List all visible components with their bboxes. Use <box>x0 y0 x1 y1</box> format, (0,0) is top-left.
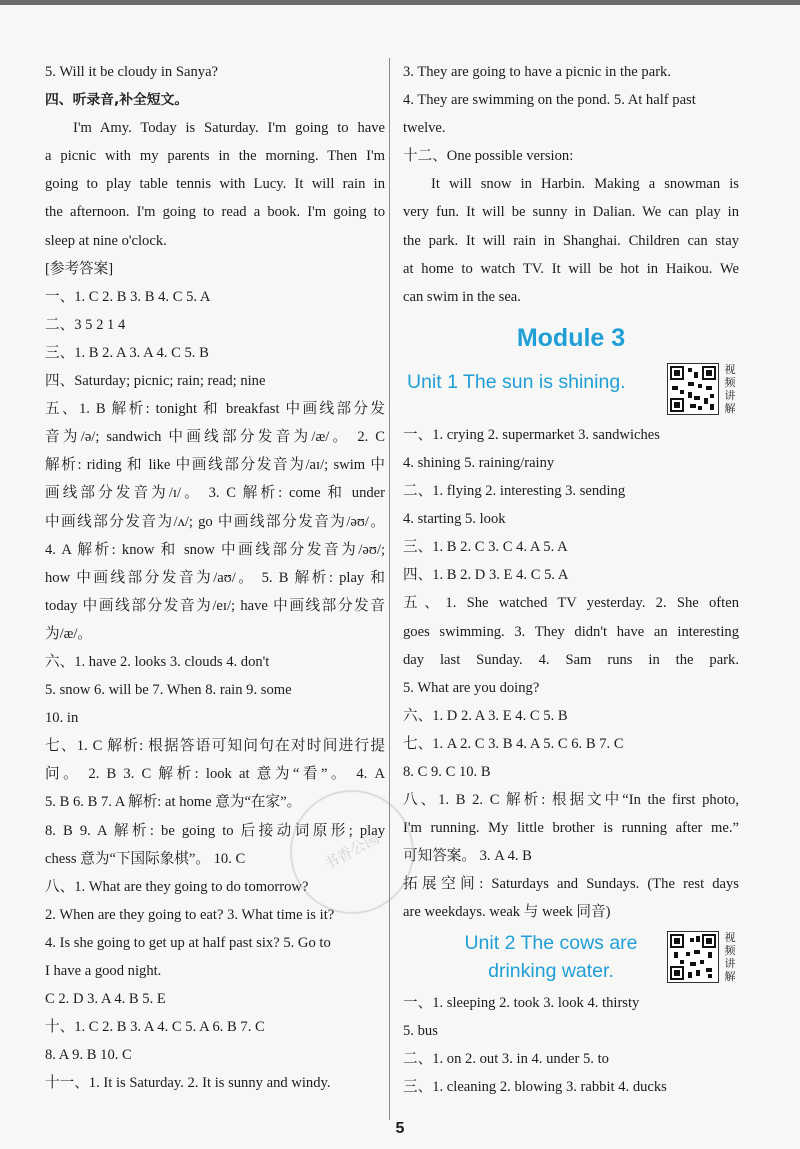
left-column-line: 画线部分发音为/ɪ/。 3. C 解析: come 和 under <box>45 485 385 502</box>
left-column-line: a picnic with my parents in the morning. Then I'm <box>45 148 385 165</box>
left-column-line: 八、1. What are they going to do tomorrow? <box>45 878 309 895</box>
page-top-rule <box>0 0 800 5</box>
left-column-line: 四、Saturday; picnic; rain; read; nine <box>45 373 266 390</box>
left-column-line: 一、1. C 2. B 3. B 4. C 5. A <box>45 288 211 305</box>
unit1-line: 五、1. She watched TV yesterday. 2. She often <box>403 595 739 612</box>
video-explain-label: 视频讲解 <box>724 930 736 983</box>
unit2-answers <box>403 989 739 1101</box>
unit1-line: 二、1. flying 2. interesting 3. sending <box>403 483 626 500</box>
unit2-line: 二、1. on 2. out 3. in 4. under 5. to <box>403 1050 609 1067</box>
right-top-line: It will snow in Harbin. Making a snowman is <box>431 176 739 193</box>
left-column-line: I'm Amy. Today is Saturday. I'm going to have <box>73 120 385 137</box>
left-column-line: 三、1. B 2. A 3. A 4. C 5. B <box>45 344 209 361</box>
left-column-line: 音为/ə/; sandwich 中画线部分发音为/æ/。 2. C <box>45 429 385 446</box>
unit1-line: day last Sunday. 4. Sam runs in the park. <box>403 651 739 668</box>
unit2-title <box>435 929 667 985</box>
unit2-title-line1: Unit 2 The cows are <box>464 931 638 954</box>
left-column-line: how 中画线部分发音为/aʊ/。 5. B 解析: play 和 <box>45 569 385 586</box>
left-column-line: 中画线部分发音为/ʌ/; go 中画线部分发音为/əʊ/。 <box>45 513 385 530</box>
unit1-answers <box>403 421 739 927</box>
unit1-line: 八、1. B 2. C 解析: 根据文中“In the first photo, <box>403 792 739 809</box>
unit1-header <box>403 361 739 421</box>
left-column-line: 5. Will it be cloudy in Sanya? <box>45 64 219 80</box>
unit1-line: goes swimming. 3. They didn't have an interesting <box>403 623 739 640</box>
unit1-line: are weekdays. weak 与 week 同音) <box>403 904 611 921</box>
unit2-line: 三、1. cleaning 2. blowing 3. rabbit 4. ducks <box>403 1078 667 1095</box>
left-column-line: 问。 2. B 3. C 解析: look at 意为“看”。 4. A <box>45 766 385 783</box>
unit2-header <box>403 927 739 989</box>
video-explain-label: 视频讲解 <box>724 362 736 415</box>
left-column-line: the afternoon. I'm going to read a book. I'm going to <box>45 204 385 221</box>
left-column-line: 8. A 9. B 10. C <box>45 1047 132 1064</box>
right-top-line: 十二、One possible version: <box>403 148 574 165</box>
unit2-title-line2: drinking water. <box>488 959 614 982</box>
left-column-line: 5. B 6. B 7. A 解析: at home 意为“在家”。 <box>45 794 302 811</box>
left-column-line: 4. Is she going to get up at half past six? 5. Go to <box>45 934 331 951</box>
unit1-line: 四、1. B 2. D 3. E 4. C 5. A <box>403 567 569 584</box>
left-column-line: 十一、1. It is Saturday. 2. It is sunny and windy. <box>45 1075 331 1092</box>
module-title: Module 3 <box>516 323 626 352</box>
unit1-line: 六、1. D 2. A 3. E 4. C 5. B <box>403 707 568 724</box>
left-column-line: today 中画线部分发音为/eɪ/; have 中画线部分发音 <box>45 597 385 614</box>
left-column-line: 4. A 解析: know 和 snow 中画线部分发音为/əʊ/; <box>45 541 385 558</box>
right-top-line: at home to watch TV. It will be hot in Haikou. We <box>403 260 739 277</box>
left-column-line: 七、1. C 解析: 根据答语可知问句在对时间进行提 <box>45 738 385 755</box>
left-column-line: 五、1. B 解析: tonight 和 breakfast 中画线部分发 <box>45 401 385 418</box>
unit1-line: 8. C 9. C 10. B <box>403 763 491 780</box>
left-column-line: chess 意为“下国际象棋”。 10. C <box>45 850 246 867</box>
left-column-line: sleep at nine o'clock. <box>45 232 167 249</box>
right-top-line: 3. They are going to have a picnic in the park. <box>403 64 672 80</box>
unit1-line: 4. starting 5. look <box>403 511 506 528</box>
unit1-line: 七、1. A 2. C 3. B 4. A 5. C 6. B 7. C <box>403 735 624 752</box>
left-column-line: 解析: riding 和 like 中画线部分发音为/aɪ/; swim 中 <box>45 457 385 474</box>
right-top-line: twelve. <box>403 120 446 137</box>
unit1-line: 5. What are you doing? <box>403 679 540 696</box>
unit1-line: I'm running. My little brother is running after me.” <box>403 820 739 837</box>
qr-code-icon[interactable] <box>667 363 719 415</box>
right-top-answers <box>403 58 739 311</box>
left-column-line: 2. When are they going to eat? 3. What time is it? <box>45 906 335 923</box>
unit1-line: 一、1. crying 2. supermarket 3. sandwiches <box>403 426 660 443</box>
right-top-line: can swim in the sea. <box>403 288 521 305</box>
left-column-line: 10. in <box>45 710 79 727</box>
right-top-line: very fun. It will be sunny in Dalian. We can play in <box>403 204 739 221</box>
left-column-line: 十、1. C 2. B 3. A 4. C 5. A 6. B 7. C <box>45 1019 265 1036</box>
unit1-video-qr[interactable] <box>667 363 737 419</box>
page-number: 5 <box>395 1120 405 1137</box>
column-divider <box>389 58 390 1120</box>
left-column-line: C 2. D 3. A 4. B 5. E <box>45 991 166 1008</box>
watermark-text: 书香公园 <box>320 829 383 874</box>
left-column-line: going to play table tennis with Lucy. It will rain in <box>45 176 385 193</box>
unit1-line: 4. shining 5. raining/rainy <box>403 454 555 471</box>
unit1-line: 可知答案。 3. A 4. B <box>403 848 532 865</box>
right-top-line: the park. It will rain in Shanghai. Children can stay <box>403 232 739 249</box>
unit2-video-qr[interactable] <box>667 931 737 987</box>
right-column <box>403 58 739 1101</box>
left-column <box>45 58 385 1097</box>
unit2-line: 5. bus <box>403 1022 438 1039</box>
unit1-title: Unit 1 The sun is shining. <box>407 370 626 393</box>
unit1-line: 拓展空间: Saturdays and Sundays. (The rest days <box>403 876 739 893</box>
left-column-line: 5. snow 6. will be 7. When 8. rain 9. some <box>45 682 292 699</box>
left-column-line: [参考答案] <box>45 260 114 277</box>
qr-code-icon[interactable] <box>667 931 719 983</box>
unit2-line: 一、1. sleeping 2. took 3. look 4. thirsty <box>403 994 640 1011</box>
left-column-line: 为/æ/。 <box>45 625 93 642</box>
left-column-line: 二、3 5 2 1 4 <box>45 316 126 333</box>
left-column-line: 四、听录音,补全短文。 <box>45 92 189 109</box>
left-column-line: 8. B 9. A 解析: be going to 后接动词原形; play <box>45 822 385 839</box>
left-column-line: I have a good night. <box>45 963 162 979</box>
left-column-line: 六、1. have 2. looks 3. clouds 4. don't <box>45 653 270 670</box>
right-top-line: 4. They are swimming on the pond. 5. At half past <box>403 92 696 109</box>
unit1-line: 三、1. B 2. C 3. C 4. A 5. A <box>403 539 568 556</box>
